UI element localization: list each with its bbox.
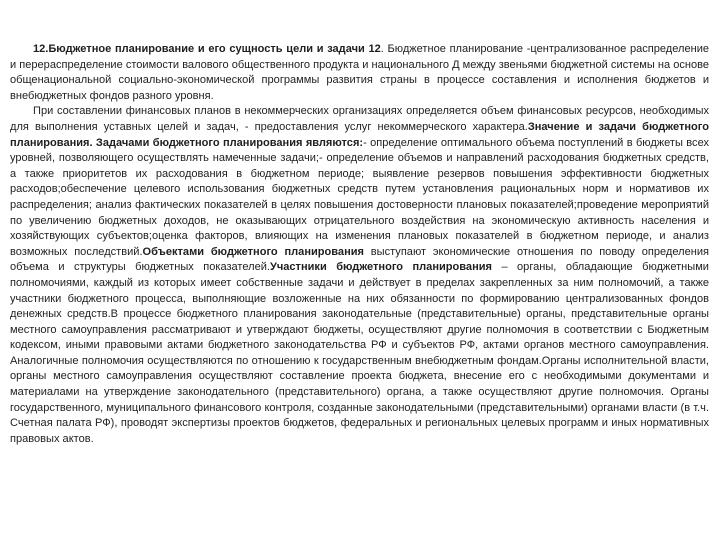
- paragraph-main-text-2: - определение оптимального объема поступлений в бюджеты всех уровней, позволяющего осуществлять намеченные задачи;- определение объемов и направлений расходования бюджетных средств, а также приоритетов их расходования в бюджетном периоде; выявление резервов повышения эффективности бюджетных расходов;обеспечение целевого использования бюджетных средств путем установления рациональных норм и нормативов их распределения; анализ фактических показателей в целях повышения достоверности плановых показателей;проведение мероприятий по увеличению бюджетных доходов, не оказывающих отрицательного воздействия на экономическую активность населения и хозяйствующих субъектов;оценка факторов, влияющих на изменения плановых показателей в бюджетном периоде, и анализ возможных последствий.: [10, 136, 709, 258]
- paragraph-intro-text: . Бюджетное планирование -централизованное распределение и перераспределение стоимости валового общественного продукта и национального Д между звеньями бюджетной системы на основе общенациональной социально-экономической программы развития страны в процессе составления и исполнения бюджетов и внебюджетных фондов разного уровня.: [10, 43, 710, 102]
- paragraph-main-text-3: выступают экономические отношения по поводу определения объема и структуры бюджетных показателей.: [10, 245, 709, 274]
- heading-tasks: Значение и задачи бюджетного планирования. Задачами бюджетного планирования являются:: [10, 120, 709, 149]
- heading-objects: Объектами бюджетного планирования: [142, 245, 364, 258]
- paragraph-main-text-4: – органы, обладающие бюджетными полномочиями, каждый из которых имеет собственные задачи и действует в пределах закрепленных за ним полномочий, а также участники бюджетного процесса, выполняющие возложенные на них обязанности по формированию централизованных фондов денежных средств.В процессе бюджетного планирования законодательные (представительные) органы, представительные органы местного самоуправления рассматривают и утверждают бюджеты, осуществляют другие полномочия в соответствии с Бюджетным кодексом, иными правовыми актами бюджетного законодательства РФ и субъектов РФ, актами органов местного самоуправления. Аналогичные полномочия осуществляются по отношению к государственным внебюджетным фондам.Органы исполнительной власти, органы местного самоуправления осуществляют составление проекта бюджета, внесение его с необходимыми документами и материалами на утверждение законодательного (представительного) органа, а также осуществляют другие полномочия. Органы государственного, муниципального финансового контроля, созданные законодательными (представительными) органами власти (в т.ч. Счетная палата РФ), проводят экспертизы проектов бюджетов, федеральных и региональных целевых программ и иных нормативных правовых актов.: [10, 261, 709, 445]
- paragraph-main-text-1: При составлении финансовых планов в некоммерческих организациях определяется объем финансовых ресурсов, необходимых для выполнения уставных целей и задач, - предоставления услуг некоммерческого характера.: [10, 105, 709, 133]
- document-body: [10, 42, 709, 447]
- heading-participants: Участники бюджетного планирования: [269, 261, 492, 274]
- section-title: 12.Бюджетное планирование и его сущность цели и задачи 12: [33, 43, 381, 55]
- paragraph-intro: [10, 42, 709, 104]
- paragraph-main: [10, 104, 709, 447]
